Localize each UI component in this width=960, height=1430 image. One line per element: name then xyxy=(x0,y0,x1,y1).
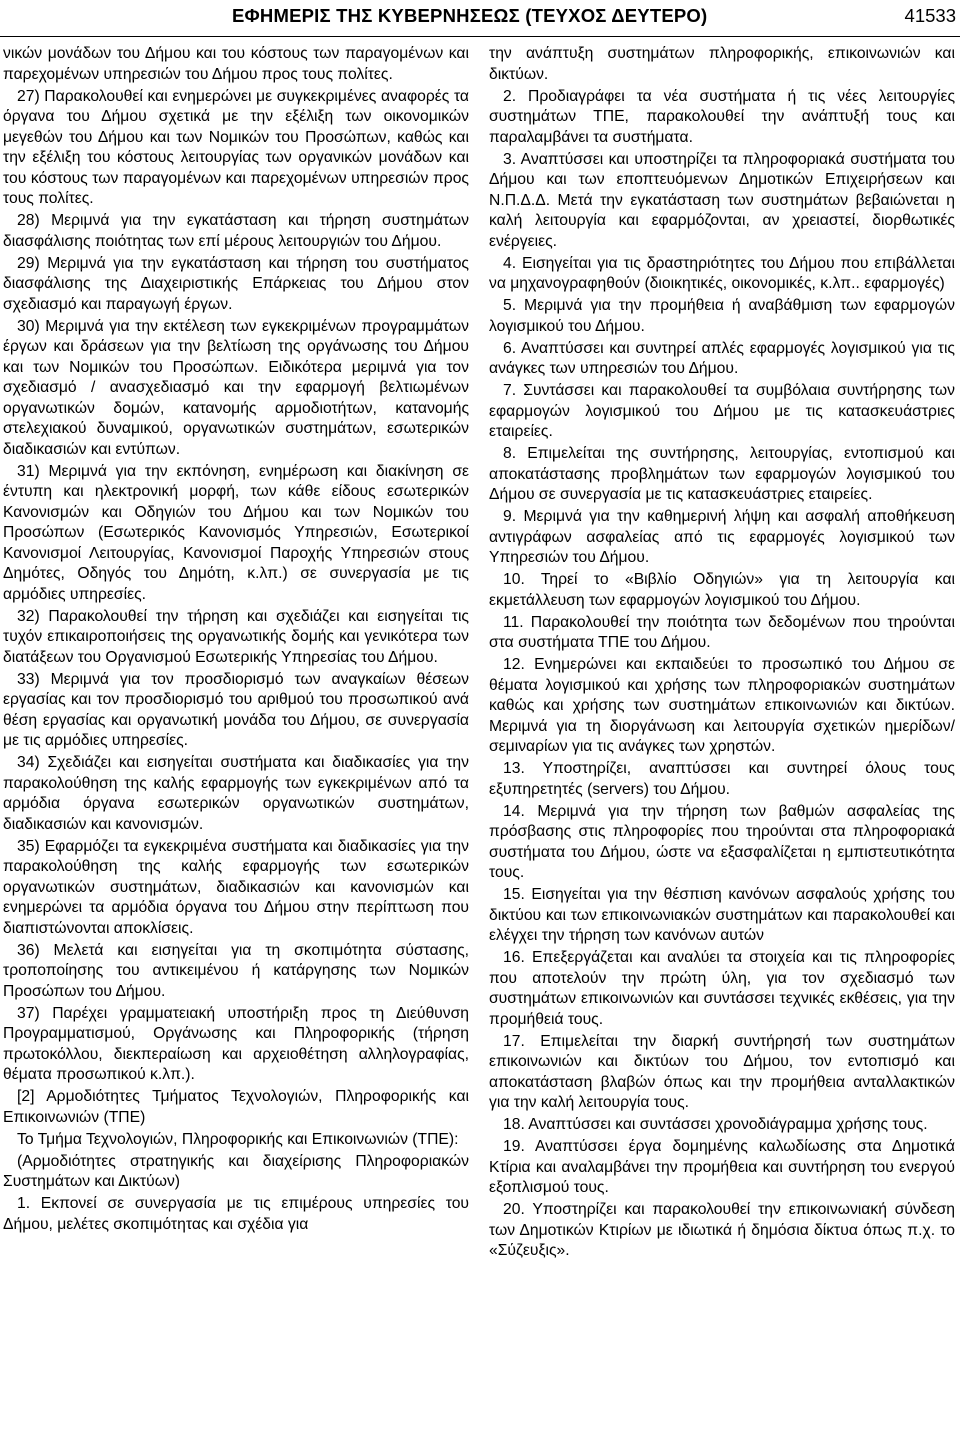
left-column xyxy=(3,44,469,1237)
paragraph: 7. Συντάσσει και παρακολουθεί τα συμβόλαια συντήρησης των εφαρμογών λογισμικού του Δήμου με τις κατασκευάστριες εταιρείες. xyxy=(489,382,955,440)
paragraph: 29) Μεριμνά για την εγκατάσταση και τήρηση του συστήματος διασφάλισης της Διαχειριστικής Επάρκειας του Δήμου στον σχεδιασμό και παραγωγή έργων. xyxy=(3,254,469,313)
paragraph: 32) Παρακολουθεί την τήρηση και σχεδιάζει και εισηγείται τις τυχόν επικαιροποιήσεις της οργανωτικής δομής και γενικότερα των διατάξεων του Οργανισμού Εσωτερικής Υπηρεσίας του Δήμου. xyxy=(3,607,469,666)
paragraph: 3. Αναπτύσσει και υποστηρίζει τα πληροφοριακά συστήματα του Δήμου και των εποπτευόμενων Δημοτικών Επιχειρήσεων και Ν.Π.Δ.Δ. Μετά την εγκατάσταση των συστημάτων βεβαιώνεται η καλή λειτουργία και εφαρμόζονται, αν χρειαστεί, διορθωτικές ενέργειες. xyxy=(489,150,955,250)
paragraph: Το Τμήμα Τεχνολογιών, Πληροφορικής και Επικοινωνιών (ΤΠΕ): xyxy=(17,1130,459,1148)
paragraph: 19. Αναπτύσσει έργα δομημένης καλωδίωσης στα Δημοτικά Κτίρια και αναλαμβάνει την προμήθεια και συντήρηση του ενεργού εξοπλισμού τους. xyxy=(489,1138,955,1196)
paragraph: 12. Ενημερώνει και εκπαιδεύει το προσωπικό του Δήμου σε θέματα λογισμικού και χρήσης των πληροφοριακών συστημάτων καθώς και χρήσης των συστημάτων επικοινωνιών και δικτύων. Μεριμνά για τη διοργάνωση και λειτουργία σχετικών ημερίδων/σεμιναρίων για τις ανάγκες των χρηστών. xyxy=(489,656,955,755)
paragraph: 4. Εισηγείται για τις δραστηριότητες του Δήμου που επιβάλλεται να μηχανογραφηθούν (διοικητικές, οικονομικές, κ.λπ.. εφαρμογές) xyxy=(489,254,955,292)
paragraph: 10. Τηρεί το «Βιβλίο Οδηγιών» για τη λειτουργία και εκμετάλλευση των εφαρμογών λογισμικού του Δήμου. xyxy=(489,571,955,609)
paragraph: 11. Παρακολουθεί την ποιότητα των δεδομένων που τηρούνται στα συστήματα ΤΠΕ του Δήμου. xyxy=(489,613,955,651)
page-number: 41533 xyxy=(904,5,956,26)
paragraph: 31) Μεριμνά για την εκπόνηση, ενημέρωση και διακίνηση σε έντυπη και ηλεκτρονική μορφή, των κάθε είδους εσωτερικών Κανονισμών και Οδηγιών του Δήμου και των Νομικών του Προσώπων (Εσωτερικός Κανονισμός Υπηρεσιών, Εσωτερικοί Κανονισμοί Λειτουργίας, Κανονισμοί Παροχής Υπηρεσιών στους Δημότες, Οδηγός του Δημότη, κ.λπ.) σε συνεργασία με τις αρμόδιες υπηρεσίες. xyxy=(3,462,469,603)
paragraph: νικών μονάδων του Δήμου και του κόστους των παραγομένων και παρεχομένων υπηρεσιών του Δήμου προς τους πολίτες. xyxy=(3,45,469,83)
paragraph: 2. Προδιαγράφει τα νέα συστήματα ή τις νέες λειτουργίες συστημάτων ΤΠΕ, παρακολουθεί την ανάπτυξή τους και παραλαμβάνει τα συστήματα. xyxy=(489,87,955,146)
paragraph: 5. Μεριμνά για την προμήθεια ή αναβάθμιση των εφαρμογών λογισμικού του Δήμου. xyxy=(489,297,955,335)
page-header xyxy=(0,0,960,37)
paragraph: 14. Μεριμνά για την τήρηση των βαθμών ασφαλείας της πρόσβασης στις πληροφορίες που τηρούνται στα πληροφοριακά συστήματα του Δήμου, ώστε να εξασφαλίζεται η εμπιστευτικότητα τους. xyxy=(489,802,955,881)
paragraph: (Αρμοδιότητες στρατηγικής και διαχείρισης Πληροφοριακών Συστημάτων και Δικτύων) xyxy=(3,1152,469,1190)
paragraph: 27) Παρακολουθεί και ενημερώνει με συγκεκριμένες αναφορές τα όργανα του Δήμου σχετικά με την εξέλιξη των οικονομικών μεγεθών του Δήμου και των Νομικών του Προσώπων, καθώς και την εξέλιξη του κόστους λειτουργίας των οργανικών μονάδων και του κόστους των παραγομένων και παρεχομένων υπηρεσιών προς τους πολίτες. xyxy=(3,87,469,207)
paragraph: 15. Εισηγείται για την θέσπιση κανόνων ασφαλούς χρήσης του δικτύου και των επικοινωνιακών συστημάτων και παρακολουθεί και ελέγχει την τήρηση των κανόνων αυτών xyxy=(489,886,955,944)
paragraph: 36) Μελετά και εισηγείται για τη σκοπιμότητα σύστασης, τροποποίησης του αντικειμένου ή κατάργησης των Νομικών Προσώπων του Δήμου. xyxy=(3,941,469,1000)
paragraph: 20. Υποστηρίζει και παρακολουθεί την επικοινωνιακή σύνδεση των Δημοτικών Κτιρίων με ιδιωτικά ή δημόσια δίκτυα όπως π.χ. το «Σύζευξις». xyxy=(489,1201,955,1259)
paragraph: 18. Αναπτύσσει και συντάσσει χρονοδιάγραμμα χρήσης τους. xyxy=(503,1116,928,1133)
paragraph: 35) Εφαρμόζει τα εγκεκριμένα συστήματα και διαδικασίες για την παρακολούθηση της καλής εφαρμογής των εσωτερικών οργανωτικών συστημάτων, διαδικασιών και κανονισμών και ενημερώνει τα αρμόδια όργανα του Δήμου στην περίπτωση που διαπιστώνονται αποκλίσεις. xyxy=(3,837,469,937)
gazette-title: ΕΦΗΜΕΡΙΣ ΤΗΣ ΚΥΒΕΡΝΗΣΕΩΣ (ΤΕΥΧΟΣ ΔΕΥΤΕΡΟ) xyxy=(232,5,708,26)
section-heading: [2] Αρμοδιότητες Τμήματος Τεχνολογιών, Πληροφορικής και Επικοινωνιών (ΤΠΕ) xyxy=(3,1088,469,1126)
paragraph: 9. Μεριμνά για την καθημερινή λήψη και ασφαλή αποθήκευση αντιγράφων ασφαλείας από τις εφαρμογές λογισμικού των Υπηρεσιών του Δήμου. xyxy=(489,508,955,566)
paragraph: 28) Μεριμνά για την εγκατάσταση και τήρηση συστημάτων διασφάλισης ποιότητας των επί μέρους λειτουργιών του Δήμου. xyxy=(3,212,469,250)
right-column xyxy=(489,44,955,1263)
paragraph: 1. Εκπονεί σε συνεργασία με τις επιμέρους υπηρεσίες του Δήμου, μελέτες σκοπιμότητας και σχέδια για xyxy=(3,1195,469,1233)
paragraph: 8. Επιμελείται της συντήρησης, λειτουργίας, εντοπισμού και αποκατάστασης προβλημάτων των εφαρμογών λογισμικού του Δήμου σε συνεργασία με τις κατασκευάστριες εταιρείες. xyxy=(489,445,955,503)
paragraph: 30) Μεριμνά για την εκτέλεση των εγκεκριμένων προγραμμάτων έργων και δράσεων για την βελτίωση της οργάνωσης του Δήμου και των Νομικών του Προσώπων. Ειδικότερα μεριμνά για τον σχεδιασμό / ανασχεδιασμό και την εφαρμογή βελτιωμένων οργανωτικών δομών, κατανομής αρμοδιοτήτων, κατανομής στελεχιακού δυναμικού, οργανωτικών συστημάτων, εσωτερικών διαδικασιών και εντύπων. xyxy=(3,317,469,458)
paragraph: 17. Επιμελείται την διαρκή συντήρησή των συστημάτων επικοινωνιών και δικτύων του Δήμου, τον εντοπισμό και αποκατάσταση βλαβών όπως και την προμήθεια ανταλλακτικών για την καλή λειτουργία τους. xyxy=(489,1032,955,1111)
paragraph: 37) Παρέχει γραμματειακή υποστήριξη προς τη Διεύθυνση Προγραμματισμού, Οργάνωσης και Πληροφορικής (τήρηση πρωτοκόλλου, διεκπεραίωση και αρχειοθέτηση αλληλογραφίας, θέματα προσωπικού κ.λπ.). xyxy=(3,1004,469,1083)
paragraph: 6. Αναπτύσσει και συντηρεί απλές εφαρμογές λογισμικού για τις ανάγκες των υπηρεσιών του Δήμου. xyxy=(489,339,955,377)
paragraph: 16. Επεξεργάζεται και αναλύει τα στοιχεία και τις πληροφορίες που αποτελούν την πρώτη ύλη, για τον σχεδιασμό των συστημάτων επικοινωνιών και συντάσσει τεχνικές εκθέσεις, για την προμήθειά τους. xyxy=(489,949,955,1028)
paragraph: την ανάπτυξη συστημάτων πληροφορικής, επικοινωνιών και δικτύων. xyxy=(489,45,955,83)
paragraph: 13. Υποστηρίζει, αναπτύσσει και συντηρεί όλους τους εξυπηρετητές (servers) του Δήμου. xyxy=(489,760,955,798)
paragraph: 33) Μεριμνά για τον προσδιορισμό των αναγκαίων θέσεων εργασίας και τον προσδιορισμό του αριθμού του προσωπικού ανά θέση εργασίας και οργανωτική μονάδα του Δήμου, σε συνεργασία με τις αρμόδιες υπηρεσίες. xyxy=(3,670,469,749)
paragraph: 34) Σχεδιάζει και εισηγείται συστήματα και διαδικασίες για την παρακολούθηση της καλής εφαρμογής των εγκεκριμένων από τα αρμόδια όργανα εσωτερικών οργανωτικών συστημάτων, διαδικασιών και κανονισμών. xyxy=(3,754,469,833)
